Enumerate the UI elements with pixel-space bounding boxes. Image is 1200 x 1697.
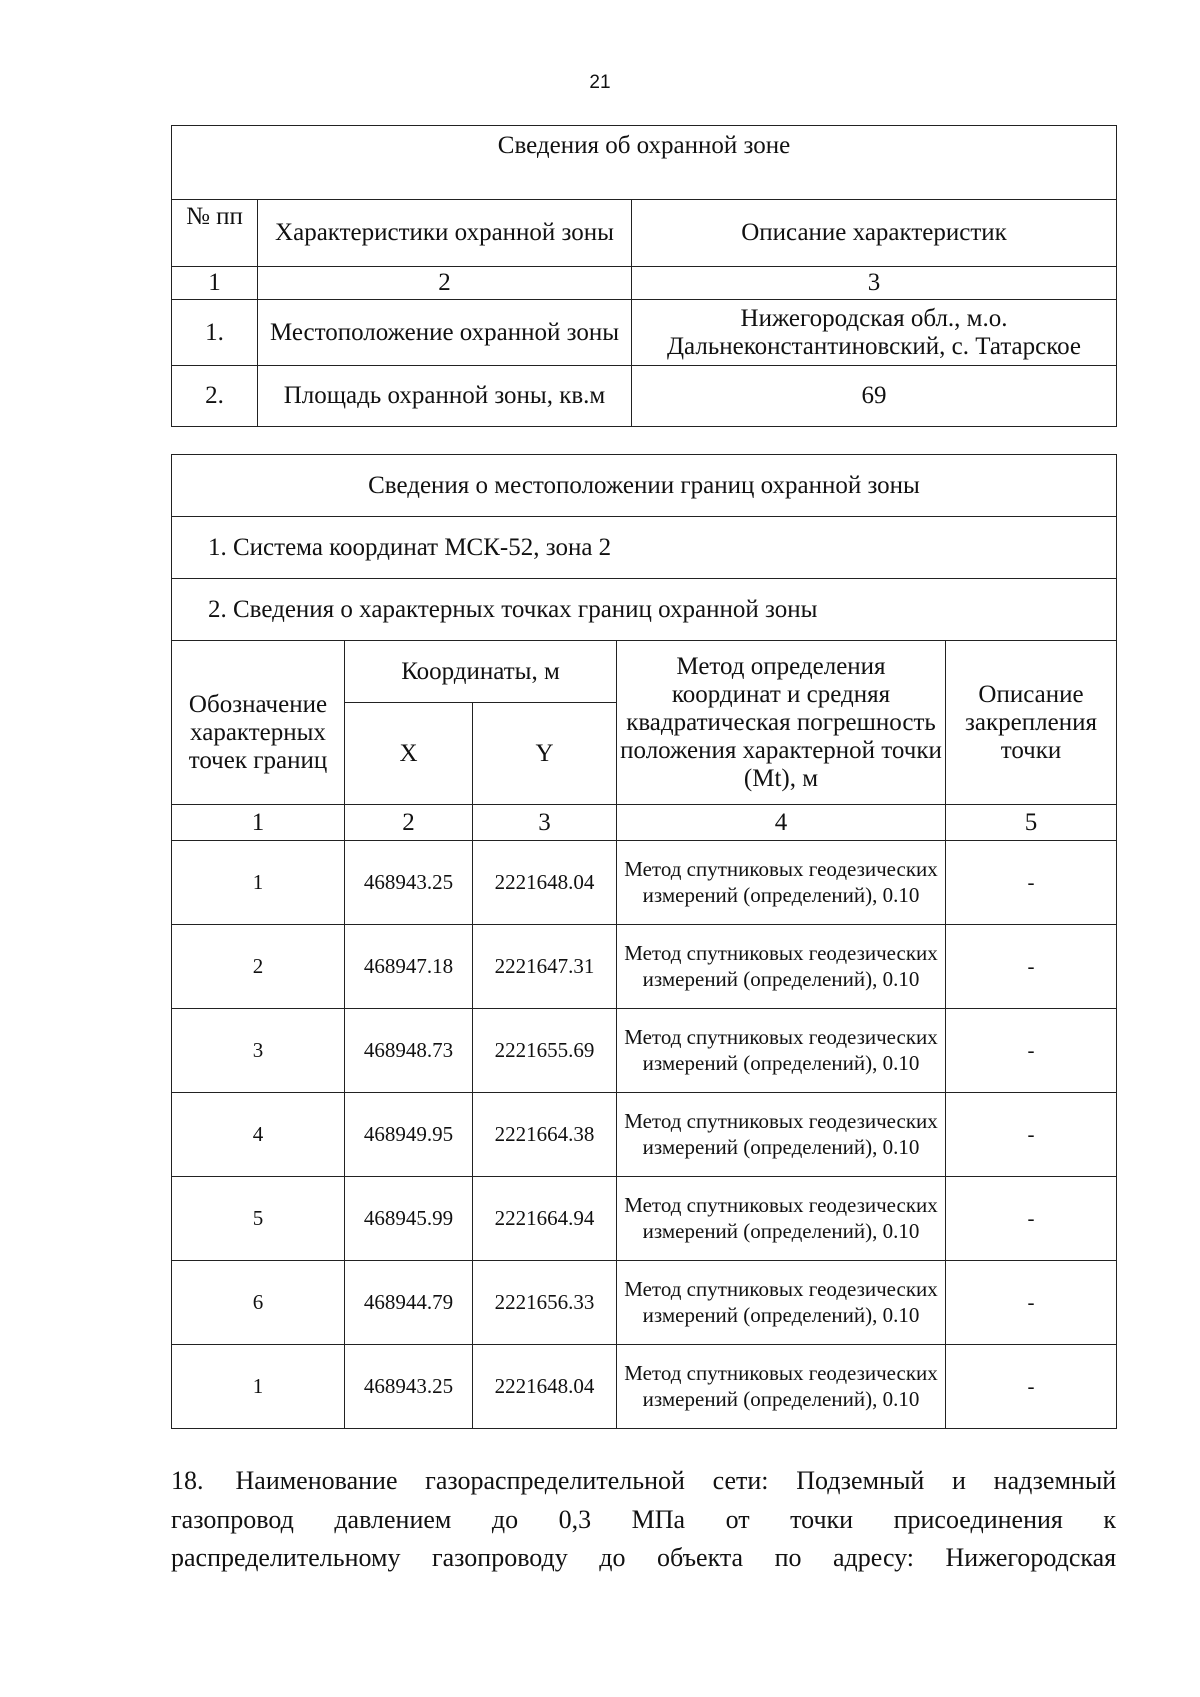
x-coordinate: 468949.95 [345, 1093, 473, 1177]
paragraph-line-text: Наименование газораспределительной сети: Подземный и надземный [235, 1466, 1117, 1495]
method-cell: Метод спутниковых геодезических измерений (определений), 0.10 [617, 841, 946, 925]
column-number: 2 [345, 805, 473, 841]
point-id: 1 [172, 1345, 345, 1429]
x-coordinate: 468945.99 [345, 1177, 473, 1261]
table-title: Сведения о местоположении границ охранной зоны [172, 455, 1117, 517]
characteristic-cell: Местоположение охранной зоны [258, 300, 632, 366]
row-number: 1. [172, 300, 258, 366]
fixing-cell: - [946, 1345, 1117, 1429]
method-cell: Метод спутниковых геодезических измерений (определений), 0.10 [617, 1261, 946, 1345]
table-row [172, 1261, 1117, 1345]
description-cell: 69 [632, 366, 1117, 427]
description-cell: Нижегородская обл., м.о. Дальнеконстантиновский, с. Татарское [632, 300, 1117, 366]
column-header: № пп [172, 200, 258, 267]
point-id: 6 [172, 1261, 345, 1345]
paragraph-line [171, 1462, 1116, 1501]
paragraph-line: газопровод давлением до 0,3 МПа от точки присоединения к [171, 1504, 1116, 1534]
x-coordinate: 468943.25 [345, 1345, 473, 1429]
x-coordinate: 468948.73 [345, 1009, 473, 1093]
point-id: 3 [172, 1009, 345, 1093]
y-coordinate: 2221664.94 [473, 1177, 617, 1261]
y-coordinate: 2221664.38 [473, 1093, 617, 1177]
column-number: 2 [258, 267, 632, 300]
section-18-paragraph [171, 1462, 1116, 1578]
method-cell: Метод спутниковых геодезических измерений (определений), 0.10 [617, 1009, 946, 1093]
method-header: Метод определения координат и средняя квадратическая погрешность положения характерной точки (Mt), м [617, 641, 946, 805]
characteristic-cell: Площадь охранной зоны, кв.м [258, 366, 632, 427]
method-cell: Метод спутниковых геодезических измерений (определений), 0.10 [617, 1177, 946, 1261]
method-cell: Метод спутниковых геодезических измерений (определений), 0.10 [617, 1345, 946, 1429]
column-number: 1 [172, 267, 258, 300]
point-id: 1 [172, 841, 345, 925]
x-coordinate: 468944.79 [345, 1261, 473, 1345]
y-coordinate: 2221648.04 [473, 841, 617, 925]
x-coordinate: 468947.18 [345, 925, 473, 1009]
table-title: Сведения об охранной зоне [172, 126, 1117, 200]
y-coordinate: 2221655.69 [473, 1009, 617, 1093]
page-number: 21 [589, 72, 611, 93]
row-number: 2. [172, 366, 258, 427]
paragraph-line: распределительному газопроводу до объекта по адресу: Нижегородская [171, 1543, 1117, 1572]
point-id: 4 [172, 1093, 345, 1177]
table-row [172, 366, 1117, 427]
paragraph-number: 18. [171, 1466, 204, 1495]
column-header: Описание характеристик [632, 200, 1117, 267]
x-coordinate: 468943.25 [345, 841, 473, 925]
fixing-cell: - [946, 1177, 1117, 1261]
points-caption: 2. Сведения о характерных точках границ охранной зоны [172, 579, 1117, 641]
fixing-cell: - [946, 1093, 1117, 1177]
column-number: 3 [473, 805, 617, 841]
y-coordinate: 2221656.33 [473, 1261, 617, 1345]
fixing-header: Описание закрепления точки [946, 641, 1117, 805]
column-number: 5 [946, 805, 1117, 841]
table-row [172, 1177, 1117, 1261]
column-number: 1 [172, 805, 345, 841]
table-row [172, 841, 1117, 925]
boundary-points-table [171, 454, 1117, 1429]
table-row [172, 300, 1117, 366]
column-number: 3 [632, 267, 1117, 300]
fixing-cell: - [946, 925, 1117, 1009]
method-cell: Метод спутниковых геодезических измерений (определений), 0.10 [617, 1093, 946, 1177]
method-cell: Метод спутниковых геодезических измерений (определений), 0.10 [617, 925, 946, 1009]
protection-zone-info-table [171, 125, 1117, 427]
table-row [172, 1345, 1117, 1429]
y-coordinate: 2221647.31 [473, 925, 617, 1009]
table-row [172, 1093, 1117, 1177]
fixing-cell: - [946, 1261, 1117, 1345]
coordinate-system: 1. Система координат МСК-52, зона 2 [172, 517, 1117, 579]
column-header: Характеристики охранной зоны [258, 200, 632, 267]
y-coordinate: 2221648.04 [473, 1345, 617, 1429]
column-number: 4 [617, 805, 946, 841]
fixing-cell: - [946, 1009, 1117, 1093]
x-header: X [345, 703, 473, 805]
table-row [172, 1009, 1117, 1093]
coordinates-header: Координаты, м [345, 641, 617, 703]
point-id: 2 [172, 925, 345, 1009]
y-header: Y [473, 703, 617, 805]
point-id: 5 [172, 1177, 345, 1261]
fixing-cell: - [946, 841, 1117, 925]
table-row [172, 925, 1117, 1009]
point-header: Обозначение характерных точек границ [172, 641, 345, 805]
